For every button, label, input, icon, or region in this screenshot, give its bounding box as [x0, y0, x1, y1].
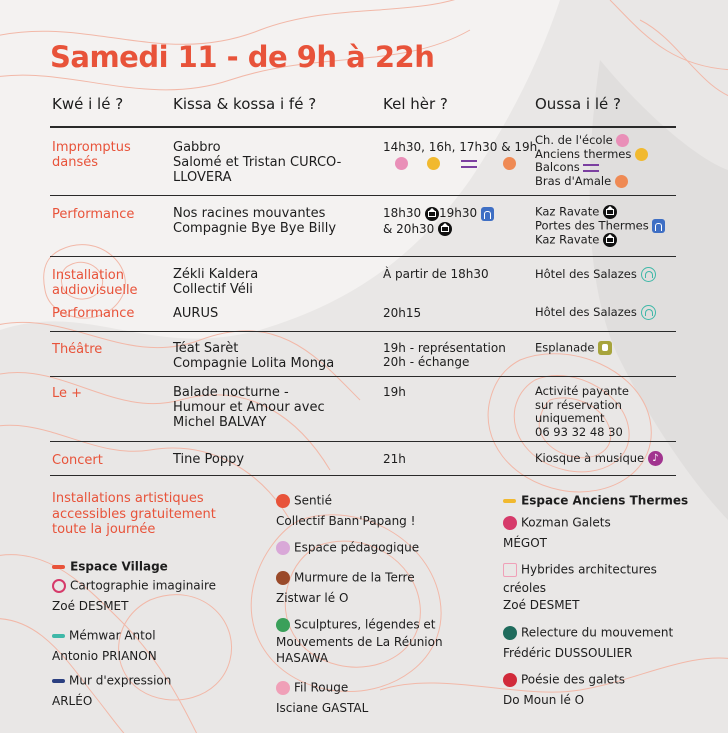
row-what: AURUS: [173, 306, 219, 321]
location-label: Anciens thermes: [535, 146, 632, 161]
installation-item: Espace pédagogique: [276, 537, 419, 556]
installation-author: Zoé DESMET: [52, 599, 129, 613]
row-what: Tine Poppy: [173, 452, 245, 467]
location-label: Hôtel des Salazes: [535, 267, 637, 281]
location-label: Kiosque à musique: [535, 451, 645, 465]
installation-author: Zoé DESMET: [503, 598, 580, 612]
row-what: [173, 267, 258, 297]
bell-icon: [641, 267, 656, 282]
location-label: uniquement: [535, 411, 605, 425]
kaz-house-icon: [438, 222, 452, 236]
music-note-icon: ♪: [648, 451, 663, 466]
row-category: Performance: [52, 207, 135, 222]
intro-line: accessibles gratuitement: [52, 506, 216, 522]
location-label: Esplanade: [535, 340, 595, 355]
event-time: 19h - représentation: [383, 341, 506, 355]
kaz-house-icon: [603, 205, 617, 219]
pink-location-icon: [616, 134, 629, 147]
row-when: 19h: [383, 385, 406, 399]
row-category: Le +: [52, 386, 83, 401]
navy-bar-icon: [52, 679, 65, 683]
installation-author: Collectif Bann'Papang !: [276, 514, 416, 528]
page-title: Samedi 11 - de 9h à 22h: [50, 40, 435, 74]
event-title: Nos racines mouvantes: [173, 206, 326, 221]
location-label: Portes des Thermes: [535, 218, 649, 233]
esplanade-icon: [598, 341, 612, 355]
square-outline-icon: [503, 563, 517, 577]
row-when: À partir de 18h30: [383, 267, 489, 281]
divider: [50, 331, 676, 332]
red-bar-icon: [52, 565, 65, 569]
row-what: [173, 206, 336, 236]
divider: [50, 195, 676, 196]
installations-intro: [52, 491, 216, 538]
installation-item: Fil Rouge Isciane GASTAL: [276, 680, 369, 715]
event-title: Humour et Amour avec: [173, 400, 325, 415]
green-house-icon: [276, 618, 290, 632]
movement-icon: [503, 626, 517, 640]
row-category: Concert: [52, 453, 103, 468]
row-where: [535, 385, 629, 439]
location-label: Activité payante: [535, 384, 630, 398]
flower-icon: [276, 541, 290, 555]
intro-line: Installations artistiques: [52, 491, 204, 506]
installation-item: Murmure de la Terre Zistwar lé O: [276, 570, 415, 605]
yellow-bar-icon: [503, 499, 516, 503]
bell-icon: [641, 305, 656, 320]
teal-bar-icon: [52, 634, 65, 638]
location-label: Kaz Ravate: [535, 204, 600, 219]
event-company: Collectif Véli: [173, 282, 253, 297]
location-label: Balcons: [535, 160, 580, 174]
event-title: Zékli Kaldera: [173, 267, 259, 282]
row-what: [173, 385, 325, 430]
installation-item: Relecture du mouvement Frédéric DUSSOULIER: [503, 625, 674, 660]
event-company: LLOVERA: [173, 170, 232, 185]
kaz-house-icon: [603, 233, 617, 247]
location-label: Bras d'Amale: [535, 173, 612, 188]
event-time: 20h - échange: [383, 355, 470, 369]
installation-author: Antonio PRIANON: [52, 649, 157, 663]
event-times: 14h30, 16h, 17h30 & 19h: [383, 140, 538, 154]
installation-item: Sculptures, légendes et Mouvements de La Réunion HASAWA: [276, 617, 443, 665]
event-company: Compagnie Bye Bye Billy: [173, 221, 337, 236]
purple-location-icon: [583, 164, 599, 172]
installation-item: Hybrides architectures créoles Zoé DESMET: [503, 562, 657, 612]
phone-number[interactable]: 06 93 32 48 30: [535, 424, 623, 439]
divider: [50, 441, 676, 442]
location-label: Ch. de l'école: [535, 133, 613, 147]
installation-author: Zistwar lé O: [276, 591, 349, 605]
event-time: 19h30: [438, 206, 478, 220]
installation-item: Mémwar Antol Antonio PRIANON: [52, 628, 157, 663]
category-line: Impromptus: [52, 140, 131, 155]
yellow-location-icon: [635, 148, 648, 161]
header-what-kind: Kwé i lé ?: [52, 95, 124, 113]
event-title: Téat Sarèt: [173, 341, 239, 356]
orange-location-icon: [615, 175, 628, 188]
header-what: Kissa & kossa i fé ?: [173, 95, 317, 113]
pink-house-icon: [276, 681, 290, 695]
purple-location-icon: [461, 160, 477, 168]
row-when: 20h15: [383, 306, 422, 320]
category-line: audiovisuelle: [52, 283, 138, 298]
row-category: Théâtre: [52, 342, 103, 357]
installation-item: Cartographie imaginaire Zoé DESMET: [52, 578, 217, 613]
installation-author: MÉGOT: [503, 536, 548, 550]
kozman-house-icon: [503, 516, 517, 530]
kaz-house-icon: [425, 207, 439, 221]
gate-icon: [481, 207, 494, 221]
row-where: [535, 305, 656, 320]
orange-location-icon: [503, 157, 516, 170]
installation-item: Kozman Galets MÉGOT: [503, 515, 611, 550]
installation-label: Mouvements de La Réunion: [276, 635, 443, 649]
installation-author: Frédéric DUSSOULIER: [503, 646, 633, 660]
divider: [50, 376, 676, 377]
event-title: Balade nocturne -: [173, 385, 289, 400]
target-icon: [52, 579, 66, 593]
installation-author: Do Moun lé O: [503, 693, 585, 707]
yellow-location-icon: [427, 157, 440, 170]
category-line: dansés: [52, 155, 99, 170]
installation-author: HASAWA: [276, 651, 329, 665]
row-where: [535, 267, 656, 282]
installation-author: Isciane GASTAL: [276, 701, 369, 715]
installation-item: Poésie des galets Do Moun lé O: [503, 672, 626, 707]
row-when: [383, 341, 506, 369]
espace-thermes-heading: Espace Anciens Thermes: [503, 490, 688, 509]
gate-icon: [652, 219, 665, 233]
row-where: [535, 451, 663, 466]
row-where: [535, 134, 648, 188]
intro-line: toute la journée: [52, 522, 156, 537]
event-company: Salomé et Tristan CURCO-: [173, 155, 342, 170]
divider: [50, 475, 676, 476]
category-line: Installation: [52, 268, 125, 283]
event-time: 18h30: [383, 206, 422, 220]
row-category: [52, 140, 131, 170]
espace-village-heading: Espace Village: [52, 556, 168, 575]
installation-label: créoles: [503, 581, 546, 595]
divider: [50, 126, 676, 128]
heart-icon: [503, 673, 517, 687]
sentie-house-icon: [276, 494, 290, 508]
event-company: Compagnie Lolita Monga: [173, 356, 335, 371]
row-when: [383, 140, 537, 171]
row-when: 21h: [383, 452, 406, 466]
event-company: Michel BALVAY: [173, 415, 267, 430]
row-category: Performance: [52, 306, 135, 321]
row-what: [173, 341, 334, 371]
installation-item: Sentié Collectif Bann'Papang !: [276, 493, 416, 528]
row-category: [52, 268, 138, 298]
location-label: Hôtel des Salazes: [535, 305, 637, 319]
installation-author: ARLÉO: [52, 694, 93, 708]
row-where: [535, 341, 612, 355]
pink-location-icon: [395, 157, 408, 170]
event-time: & 20h30: [383, 221, 435, 236]
megaphone-icon: [276, 571, 290, 585]
header-when: Kel hèr ?: [383, 95, 448, 113]
event-title: Gabbro: [173, 140, 221, 155]
header-where: Oussa i lé ?: [535, 95, 621, 113]
installation-item: Mur d'expression ARLÉO: [52, 673, 172, 708]
row-when: [383, 206, 494, 236]
row-what: [173, 140, 341, 185]
location-label: sur réservation: [535, 397, 622, 412]
row-where: [535, 205, 665, 247]
location-label: Kaz Ravate: [535, 232, 600, 247]
divider: [50, 256, 676, 257]
